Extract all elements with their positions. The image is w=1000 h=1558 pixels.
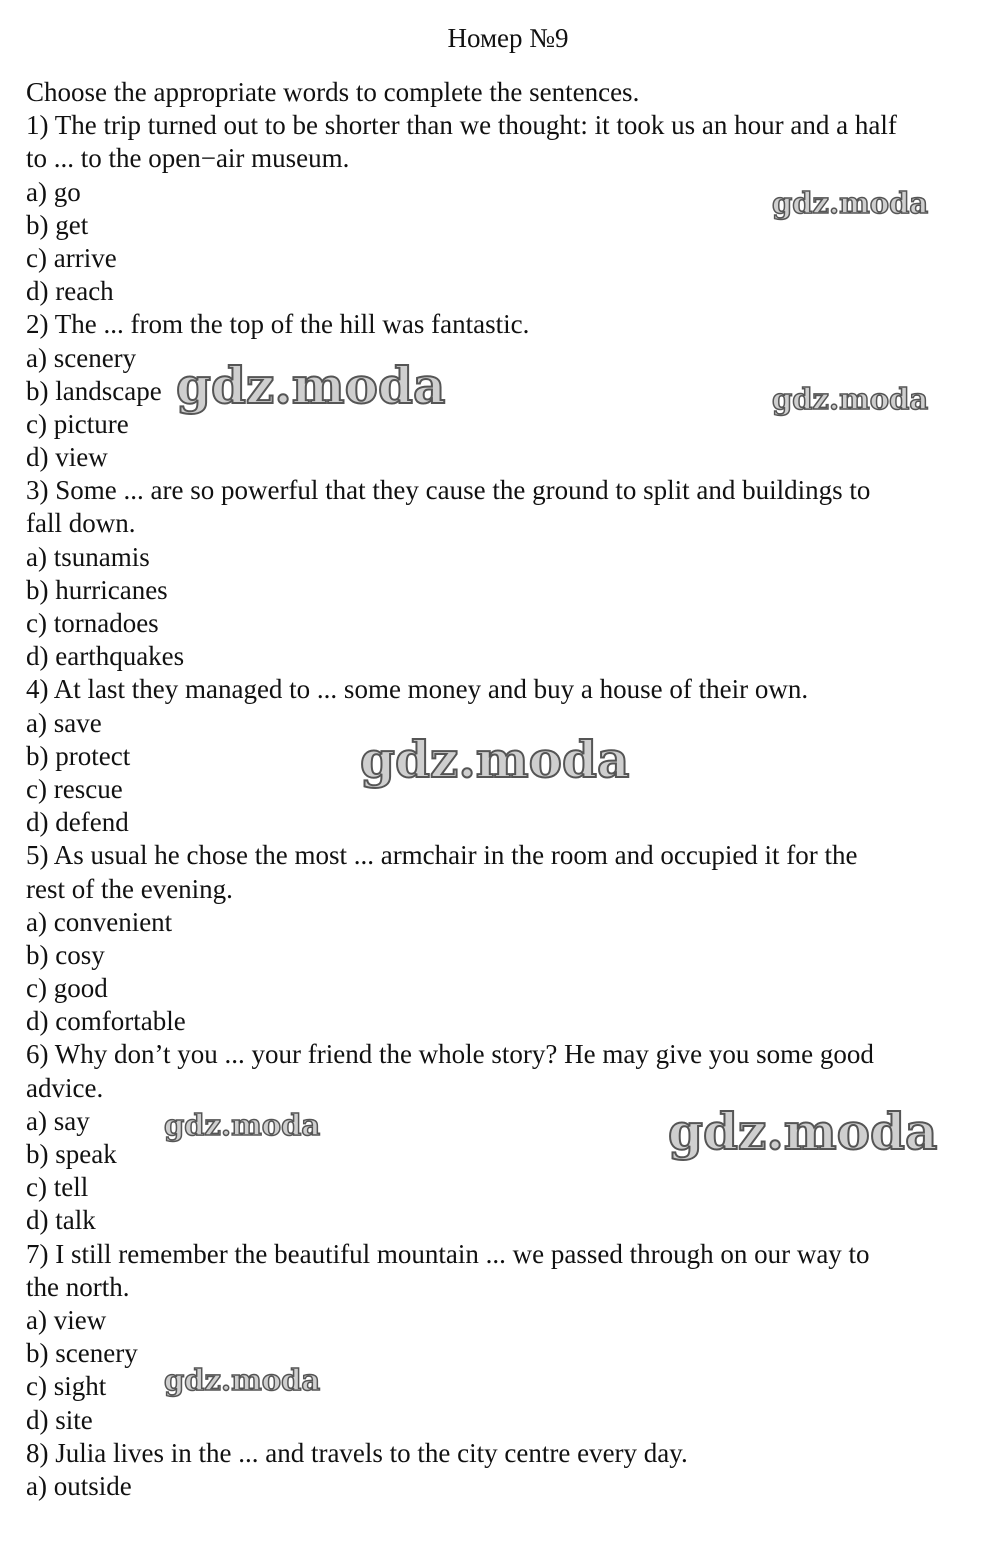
watermark-text: gdz.moda — [176, 356, 446, 415]
watermark-text: gdz.moda — [772, 186, 929, 220]
answer-option: a) save — [26, 707, 102, 738]
answer-option: a) scenery — [26, 342, 137, 373]
question-text: 1) The trip turned out to be shorter than we thought: it took us an hour and a half — [26, 110, 897, 141]
question-text: 2) The ... from the top of the hill was fantastic. — [26, 309, 530, 340]
answer-option: b) scenery — [26, 1338, 138, 1369]
exercise-body — [26, 76, 991, 1503]
answer-option: a) say — [26, 1105, 90, 1136]
answer-option: a) go — [26, 176, 81, 207]
answer-option: c) picture — [26, 408, 129, 439]
answer-option: b) cosy — [26, 939, 105, 970]
watermark-text: gdz.moda — [164, 1108, 321, 1142]
question-text: to ... to the open−air museum. — [26, 143, 350, 174]
answer-option: a) outside — [26, 1470, 132, 1501]
watermark-text: gdz.moda — [164, 1363, 321, 1397]
answer-option: b) hurricanes — [26, 574, 168, 605]
answer-option: b) protect — [26, 740, 131, 771]
answer-option: d) comfortable — [26, 1006, 186, 1037]
question-text: 3) Some ... are so powerful that they cause the ground to split and buildings to — [26, 475, 871, 506]
question-5 — [26, 839, 991, 1038]
question-text: 4) At last they managed to ... some money and buy a house of their own. — [26, 674, 809, 705]
answer-option: a) tsunamis — [26, 541, 150, 572]
answer-option: d) site — [26, 1404, 93, 1435]
answer-option: d) talk — [26, 1205, 96, 1236]
question-text: 8) Julia lives in the ... and travels to the city centre every day. — [26, 1437, 688, 1468]
question-8 — [26, 1437, 991, 1503]
question-3 — [26, 474, 991, 673]
answer-option: d) earthquakes — [26, 641, 185, 672]
question-text: rest of the evening. — [26, 873, 233, 904]
answer-option: c) tell — [26, 1172, 89, 1203]
answer-option: a) convenient — [26, 906, 173, 937]
answer-option: d) defend — [26, 807, 129, 838]
answer-option: c) good — [26, 973, 108, 1004]
answer-option: b) landscape — [26, 375, 162, 406]
page-title: Номер №9 — [447, 23, 569, 53]
answer-option: c) tornadoes — [26, 608, 159, 638]
answer-option: a) view — [26, 1304, 107, 1335]
question-text: 6) Why don’t you ... your friend the whole story? He may give you some good — [26, 1039, 874, 1070]
instruction-text: Choose the appropriate words to complete the sentences. — [26, 77, 640, 107]
watermark-text: gdz.moda — [360, 730, 630, 789]
question-text: the north. — [26, 1271, 130, 1302]
watermark-text: gdz.moda — [668, 1102, 938, 1161]
answer-option: c) sight — [26, 1371, 107, 1402]
answer-option: c) arrive — [26, 242, 117, 273]
answer-option: b) speak — [26, 1139, 117, 1169]
watermark-text: gdz.moda — [772, 382, 929, 416]
answer-option: d) reach — [26, 276, 114, 307]
answer-option: d) view — [26, 442, 108, 473]
question-7 — [26, 1238, 991, 1437]
question-text: 7) I still remember the beautiful mountain ... we passed through on our way to — [26, 1238, 870, 1269]
answer-option: b) get — [26, 209, 89, 240]
question-text: advice. — [26, 1072, 104, 1103]
answer-option: c) rescue — [26, 773, 123, 804]
question-text: fall down. — [26, 508, 136, 539]
question-text: 5) As usual he chose the most ... armchair in the room and occupied it for the — [26, 840, 858, 871]
